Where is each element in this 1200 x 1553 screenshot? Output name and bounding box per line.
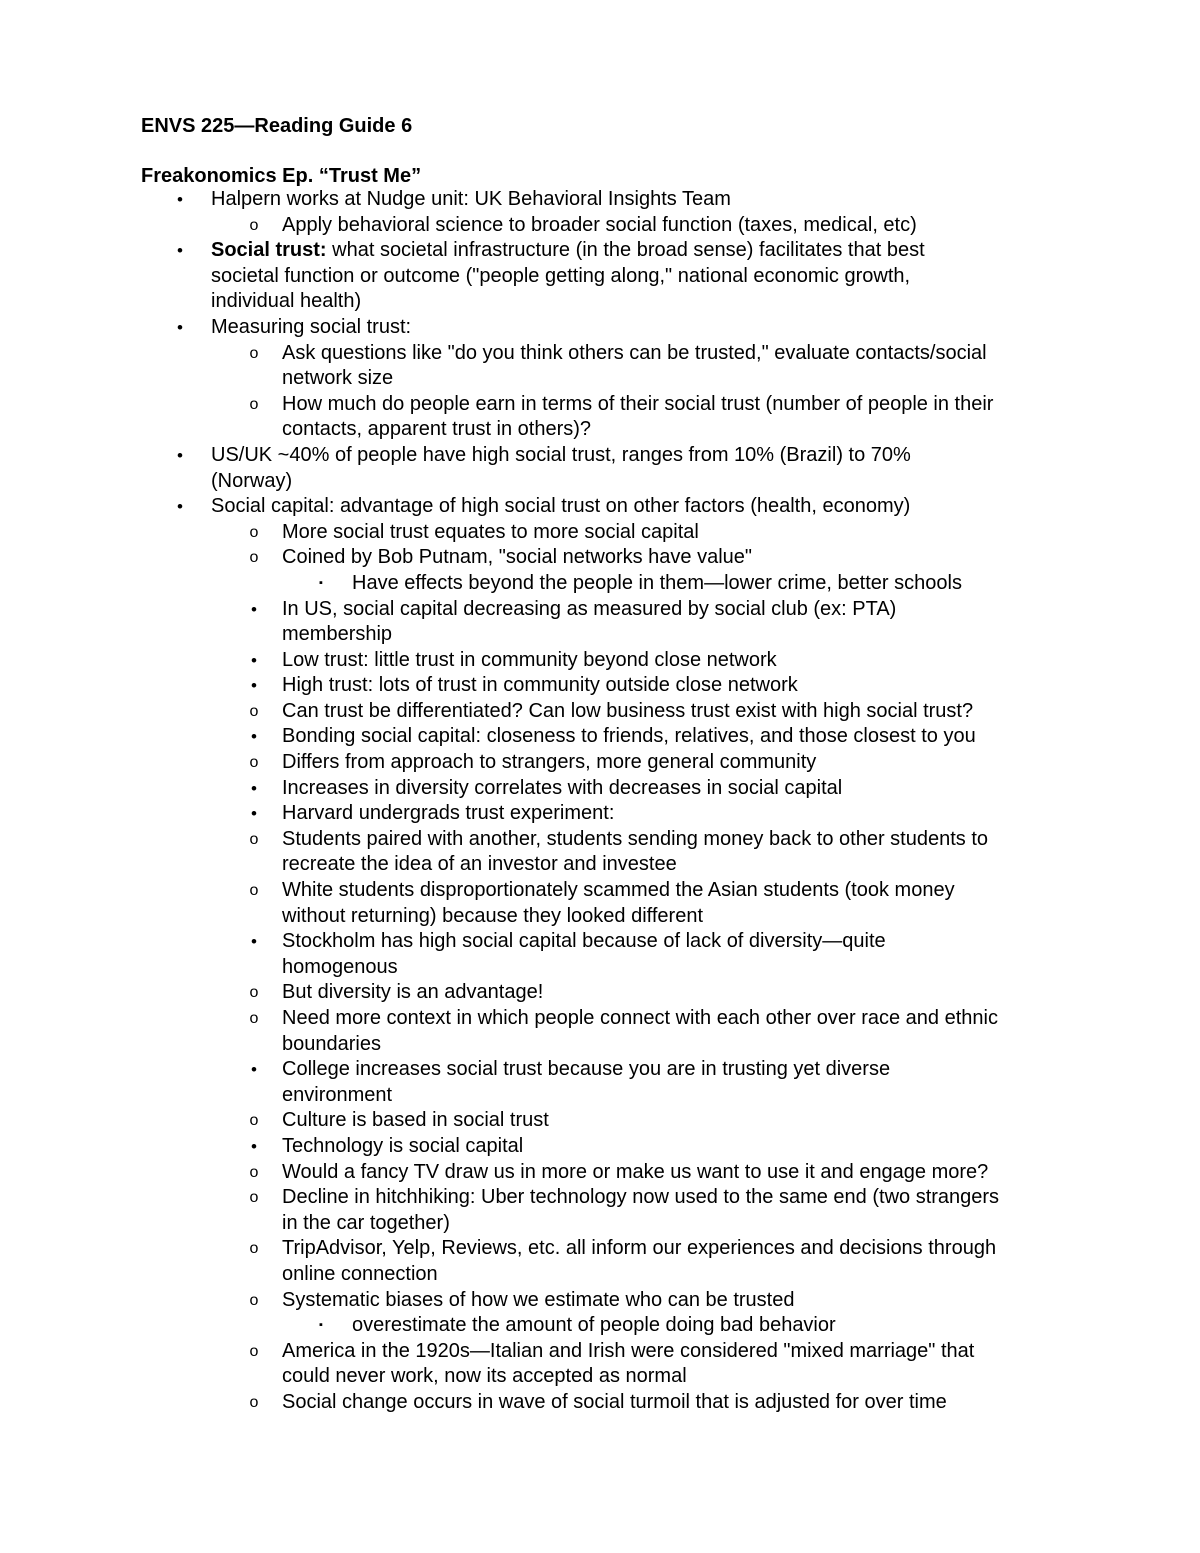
- circle-marker-icon: o: [249, 549, 259, 567]
- list-item-text: online connection: [282, 1262, 438, 1285]
- list-item-text: Need more context in which people connect with each other over race and ethnic: [282, 1007, 998, 1029]
- list-item-text: In US, social capital decreasing as measured by social club (ex: PTA): [282, 597, 897, 620]
- list-item: [0, 648, 1200, 674]
- list-item-text: Decline in hitchhiking: Uber technology now used to the same end (two strangers: [282, 1186, 1000, 1209]
- list-item-text: homogenous: [282, 955, 398, 978]
- list-item: [0, 852, 1200, 878]
- list-item-text: (Norway): [211, 469, 293, 492]
- list-item-text: How much do people earn in terms of their social trust (number of people in their: [282, 392, 994, 415]
- circle-marker-icon: o: [249, 984, 259, 1002]
- list-item: [0, 827, 1200, 853]
- circle-marker-icon: o: [249, 882, 259, 900]
- list-item: [0, 1185, 1200, 1211]
- list-item-text: Students paired with another, students sending money back to other students to: [282, 827, 989, 850]
- list-item-text: But diversity is an advantage!: [282, 981, 544, 1004]
- circle-marker-icon: o: [249, 344, 259, 362]
- list-item-text: Ask questions like "do you think others can be trusted," evaluate contacts/social: [282, 341, 987, 364]
- list-item: [0, 878, 1200, 904]
- bullet-marker-icon: •: [251, 727, 257, 747]
- list-item-text: Stockholm has high social capital because of lack of diversity—quite: [282, 930, 886, 953]
- list-item-text: overestimate the amount of people doing bad behavior: [352, 1314, 836, 1337]
- list-item-text: America in the 1920s—Italian and Irish were considered "mixed marriage" that: [282, 1339, 975, 1362]
- circle-marker-icon: o: [249, 754, 259, 772]
- circle-marker-icon: o: [249, 1291, 259, 1309]
- list-item: [0, 1032, 1200, 1058]
- circle-marker-icon: o: [249, 1240, 259, 1258]
- list-item-text: Coined by Bob Putnam, "social networks have value": [282, 546, 753, 569]
- list-item: [0, 1083, 1200, 1109]
- list-item: [0, 289, 1200, 315]
- list-item: [0, 392, 1200, 418]
- list-item-text: Would a fancy TV draw us in more or make us want to use it and engage more?: [282, 1160, 989, 1183]
- list-item: [0, 1236, 1200, 1262]
- bold-term: Social trust:: [211, 239, 327, 262]
- list-item-text: network size: [282, 367, 394, 390]
- list-item-text: environment: [282, 1083, 393, 1106]
- list-item-text: without returning) because they looked different: [282, 904, 704, 927]
- square-marker-icon: ▪: [319, 576, 323, 589]
- list-item: [0, 545, 1200, 571]
- bullet-marker-icon: •: [177, 497, 183, 517]
- bullet-marker-icon: •: [251, 1136, 257, 1156]
- notes-list: [0, 187, 1200, 1416]
- bullet-marker-icon: •: [251, 932, 257, 952]
- circle-marker-icon: o: [249, 523, 259, 541]
- list-item: [0, 1160, 1200, 1186]
- list-item: [0, 724, 1200, 750]
- list-item: [0, 980, 1200, 1006]
- list-item: [0, 417, 1200, 443]
- list-item: [0, 1339, 1200, 1365]
- list-item: [0, 187, 1200, 213]
- list-item: [0, 597, 1200, 623]
- list-item: [0, 622, 1200, 648]
- list-item-text: boundaries: [282, 1032, 381, 1055]
- square-marker-icon: ▪: [319, 1319, 323, 1332]
- list-item: [0, 1108, 1200, 1134]
- list-item: [0, 801, 1200, 827]
- circle-marker-icon: o: [249, 702, 259, 720]
- list-item: [0, 904, 1200, 930]
- list-item-text: Have effects beyond the people in them—lower crime, better schools: [352, 571, 962, 594]
- document-title: ENVS 225—Reading Guide 6: [141, 115, 413, 137]
- list-item: [0, 494, 1200, 520]
- circle-marker-icon: o: [249, 1010, 259, 1027]
- bullet-marker-icon: •: [177, 445, 183, 465]
- list-item: [0, 1006, 1200, 1032]
- circle-marker-icon: o: [249, 1189, 259, 1207]
- list-item-text: Technology is social capital: [282, 1134, 524, 1157]
- bullet-marker-icon: •: [251, 599, 257, 619]
- list-item-text: Culture is based in social trust: [282, 1109, 549, 1132]
- list-item-text: Harvard undergrads trust experiment:: [282, 802, 615, 825]
- list-item: [0, 366, 1200, 392]
- list-item: [0, 1313, 1200, 1339]
- list-item: [0, 1057, 1200, 1083]
- bullet-marker-icon: •: [251, 804, 257, 824]
- list-item: [0, 1390, 1200, 1416]
- list-item-text: Differs from approach to strangers, more general community: [282, 751, 817, 774]
- list-item: [0, 571, 1200, 597]
- list-item-text: recreate the idea of an investor and investee: [282, 853, 677, 876]
- list-item-text: Social change occurs in wave of social turmoil that is adjusted for over time: [282, 1390, 947, 1413]
- list-item-text: individual health): [211, 290, 362, 313]
- list-item-text: Systematic biases of how we estimate who can be trusted: [282, 1288, 795, 1311]
- bullet-marker-icon: •: [251, 778, 257, 798]
- list-item: [0, 238, 1200, 264]
- list-item: [0, 1364, 1200, 1390]
- list-item: [0, 673, 1200, 699]
- list-item-text: College increases social trust because you are in trusting yet diverse: [282, 1058, 891, 1081]
- section-heading: Freakonomics Ep. “Trust Me”: [141, 165, 422, 187]
- list-item: [0, 469, 1200, 495]
- list-item: [0, 1134, 1200, 1160]
- bullet-marker-icon: •: [251, 650, 257, 670]
- list-item: [0, 213, 1200, 239]
- list-item-text: More social trust equates to more social capital: [282, 520, 699, 543]
- circle-marker-icon: o: [249, 1393, 259, 1411]
- list-item-text: Halpern works at Nudge unit: UK Behavioral Insights Team: [211, 188, 731, 210]
- list-item-text: Increases in diversity correlates with decreases in social capital: [282, 776, 843, 799]
- list-item-text: Low trust: little trust in community beyond close network: [282, 648, 777, 671]
- list-item: [0, 929, 1200, 955]
- circle-marker-icon: o: [249, 395, 259, 413]
- circle-marker-icon: o: [249, 1163, 259, 1181]
- list-item-text: contacts, apparent trust in others)?: [282, 418, 592, 441]
- list-item-text: White students disproportionately scammed the Asian students (took money: [282, 879, 955, 902]
- list-item-text: Apply behavioral science to broader social function (taxes, medical, etc): [282, 213, 917, 236]
- list-item-text: TripAdvisor, Yelp, Reviews, etc. all inform our experiences and decisions through: [282, 1237, 997, 1260]
- list-item-text: could never work, now its accepted as normal: [282, 1365, 687, 1388]
- bullet-marker-icon: •: [177, 190, 183, 209]
- list-item-text: membership: [282, 623, 393, 646]
- list-item-text: Social capital: advantage of high social trust on other factors (health, economy): [211, 495, 911, 518]
- circle-marker-icon: o: [249, 216, 259, 234]
- list-item: [0, 955, 1200, 981]
- bullet-marker-icon: •: [251, 676, 257, 696]
- list-item: [0, 750, 1200, 776]
- circle-marker-icon: o: [249, 1342, 259, 1360]
- circle-marker-icon: o: [249, 830, 259, 848]
- list-item-text: [211, 238, 925, 264]
- list-item-text: Measuring social trust:: [211, 315, 412, 338]
- list-item-text: in the car together): [282, 1211, 450, 1234]
- list-item: [0, 699, 1200, 725]
- list-item: [0, 1288, 1200, 1314]
- list-item-text: societal function or outcome ("people getting along," national economic growth,: [211, 264, 911, 287]
- list-item: [0, 776, 1200, 802]
- list-item: [0, 1211, 1200, 1237]
- list-item: [0, 264, 1200, 290]
- list-item: [0, 1262, 1200, 1288]
- list-item: [0, 341, 1200, 367]
- list-item-text: US/UK ~40% of people have high social trust, ranges from 10% (Brazil) to 70%: [211, 443, 911, 466]
- list-item: [0, 315, 1200, 341]
- list-item-text: High trust: lots of trust in community outside close network: [282, 674, 798, 697]
- circle-marker-icon: o: [249, 1112, 259, 1130]
- list-item: [0, 520, 1200, 546]
- definition-text: what societal infrastructure (in the broad sense) facilitates that best: [326, 239, 925, 262]
- list-item-text: Bonding social capital: closeness to friends, relatives, and those closest to you: [282, 725, 976, 748]
- list-item-text: Can trust be differentiated? Can low business trust exist with high social trust?: [282, 699, 974, 722]
- list-item: [0, 443, 1200, 469]
- bullet-marker-icon: •: [177, 241, 183, 261]
- bullet-marker-icon: •: [251, 1060, 257, 1080]
- bullet-marker-icon: •: [177, 317, 183, 337]
